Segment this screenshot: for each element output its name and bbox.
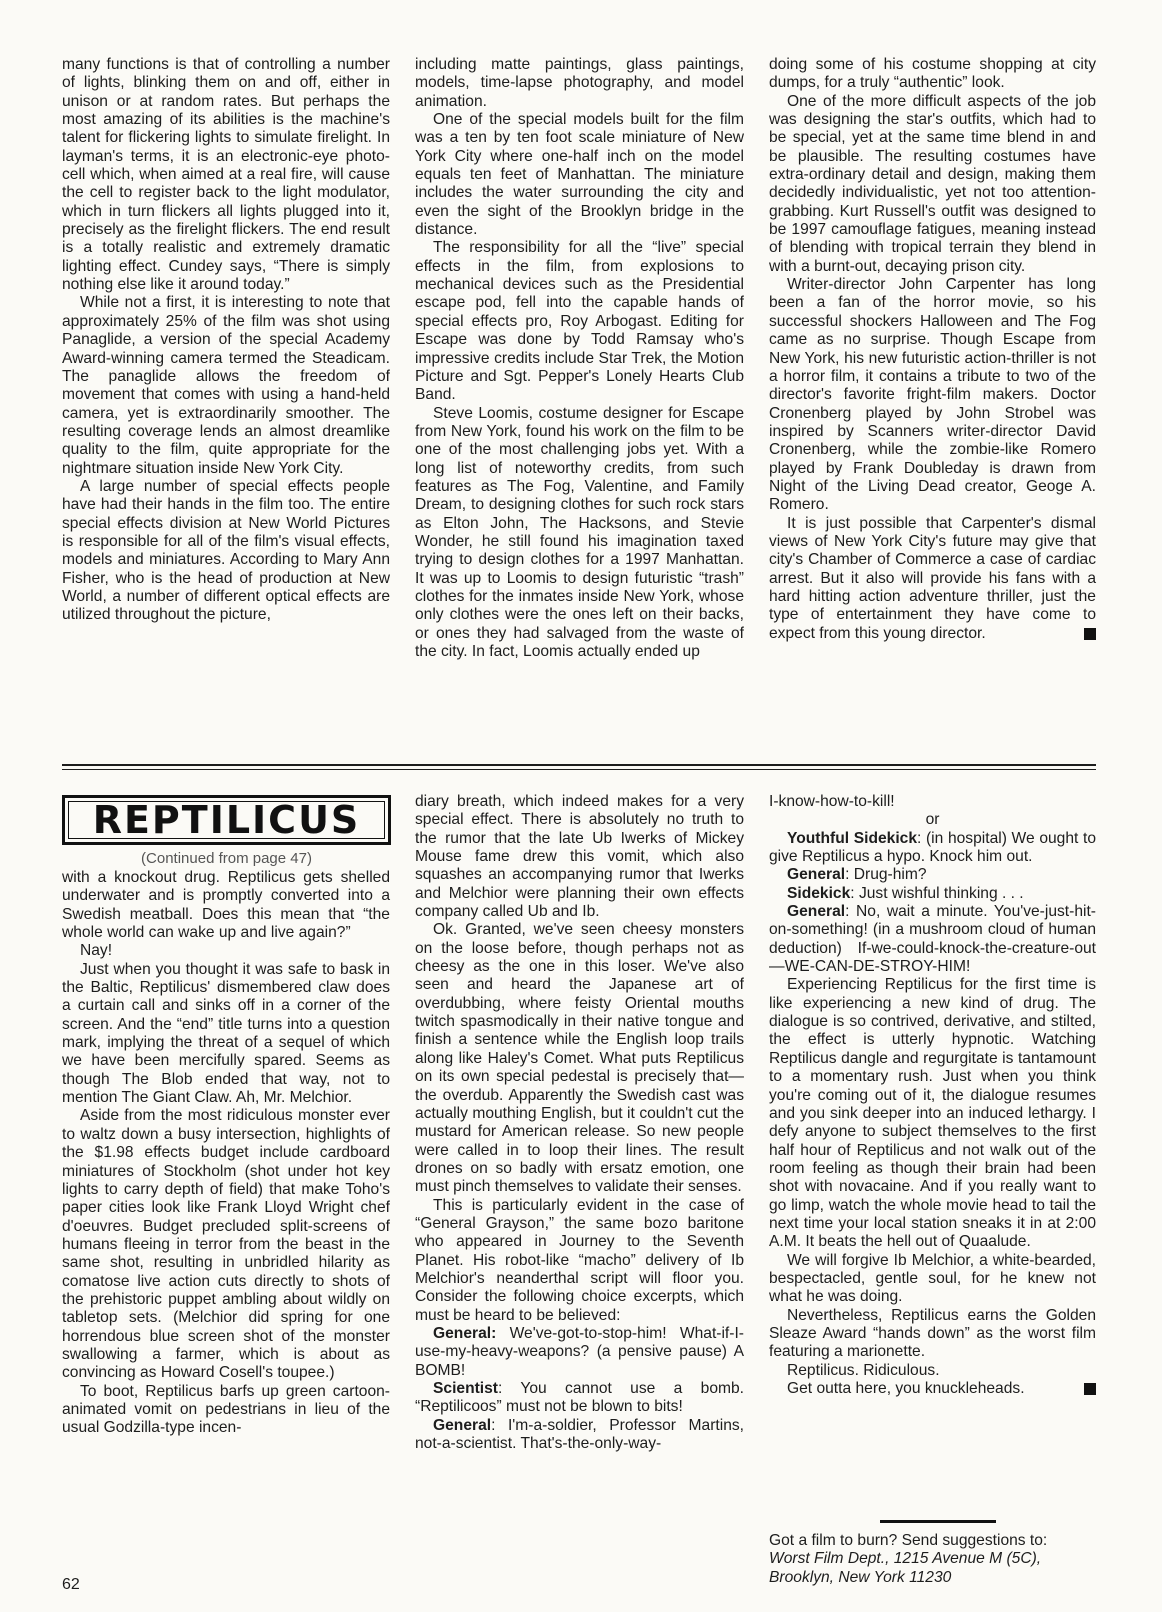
paragraph: To boot, Reptilicus barfs up green cartoon-animated vomit on pedestrians in lieu of the usual Godzilla-type incen- bbox=[62, 1382, 390, 1437]
top-column-2 bbox=[415, 56, 744, 661]
dialog-text: : No, wait a minute. You've-just-hit-on-something! (in a mushroom cloud of human deduction) If-we-could-knock-the-creature-out—WE-CAN-DE-STROY-HIM! bbox=[769, 903, 1096, 976]
paragraph: Nevertheless, Reptilicus earns the Golden Sleaze Award “hands down” as the worst film featuring a marionette. bbox=[769, 1306, 1096, 1361]
speaker: General bbox=[787, 903, 846, 921]
dialog-text: We've-got-to-stop-him! What-if-I-use-my-heavy-weapons? (a pensive pause) A BOMB! bbox=[415, 1324, 744, 1379]
paragraph bbox=[769, 515, 1096, 643]
dialog-text: : Just wishful thinking . . . bbox=[850, 884, 1024, 902]
submission-address: Worst Film Dept., 1215 Avenue M (5C), bbox=[769, 1550, 1042, 1568]
end-mark-icon bbox=[1084, 628, 1096, 640]
submission-address: Brooklyn, New York 11230 bbox=[769, 1568, 952, 1586]
paragraph: While not a first, it is interesting to note that approximately 25% of the film was shot using Panaglide, a version of the special Academy Award-winning camera termed the Steadicam. The panaglide allows the freedom of movement that comes with using a hand-held camera, yet is extraordinarily smoother. The resulting coverage lends an almost dreamlike quality to the film, quite appropriate for the nightmare situation inside New York City. bbox=[62, 294, 390, 477]
speaker: General bbox=[433, 1416, 492, 1434]
paragraph bbox=[769, 1380, 1096, 1398]
dialog-text: : Drug-him? bbox=[845, 866, 927, 884]
dialog-line bbox=[769, 866, 1096, 884]
paragraph: Experiencing Reptilicus for the first time is like experiencing a new kind of drug. The dialogue is so contrived, derivative, and stilted, the effect is utterly hypnotic. Watching Reptilicus dangle and regurgitate is tantamount to a momentary rush. Just when you think you're coming out of it, the dialogue resumes and you sink deeper into an induced lethargy. I defy anyone to subject themselves to the first half hour of Reptilicus and not walk out of the room feeling as though their brain had been shot with novacaine. And if you really want to go limp, watch the whole movie head to tail the next time your local station sneaks it in at 2:00 A.M. It beats the hell out of Quaalude. bbox=[769, 976, 1096, 1251]
paragraph: with a knockout drug. Reptilicus gets shelled underwater and is promptly converted into a Swedish meatball. Does this mean that “the whole world can wake up and live again?” bbox=[62, 869, 390, 942]
paragraph: Reptilicus. Ridiculous. bbox=[787, 1361, 940, 1379]
dialog-text: : You cannot use a bomb. “Reptilicoos” must not be blown to bits! bbox=[415, 1380, 744, 1416]
submission-line: Got a film to burn? Send suggestions to: bbox=[769, 1532, 1048, 1549]
paragraph: The responsibility for all the “live” special effects in the film, from explosions to mechanical devices such as the Presidential escape pod, fell into the capable hands of special effects pro, Roy Arbogast. Editing for Escape was done by Todd Ramsay who's impressive credits include Star Trek, the Motion Picture and Sgt. Pepper's Lonely Hearts Club Band. bbox=[415, 239, 744, 404]
dialog-line bbox=[769, 885, 1096, 903]
article-title: REPTILICUS bbox=[92, 798, 361, 842]
end-mark-icon bbox=[1084, 1383, 1096, 1395]
paragraph-text: It is just possible that Carpenter's dismal views of New York City's future may give that city's Chamber of Commerce a case of cardiac arrest. But it also will provide his fans with a hard hitting action adventure thriller, just the type of entertainment they have come to expect from this young director. bbox=[769, 514, 1096, 642]
paragraph: This is particularly evident in the case of “General Grayson,” the same bozo baritone who appeared in Journey to the Seventh Planet. His robot-like “macho” delivery of Ib Melchior's neanderthal script will floor you. Consider the following choice excerpts, which must be heard to be believed: bbox=[415, 1196, 744, 1324]
section-divider bbox=[62, 764, 1096, 766]
speaker: Scientist bbox=[433, 1380, 498, 1397]
paragraph: Writer-director John Carpenter has long been a fan of the horror movie, so his successful shockers Halloween and The Fog came as no surprise. Though Escape from New York, his new futuristic action-thriller is not a horror film, it contains a tribute to two of the director's favorite fright-film makers. Doctor Cronenberg played by John Strobel was inspired by Scanners writer-director David Cronenberg, while the zombie-like Romero played by Frank Doubleday is drawn from Night of the Living Dead creator, Geoge A. Romero. bbox=[769, 276, 1096, 514]
paragraph: diary breath, which indeed makes for a very special effect. There is absolutely no truth to the rumor that the late Ub Iwerks of Mickey Mouse fame drew this vomit, which also squashes an accompanying rumor that Iwerks and Melchior were planning their own effects company called Ub and Ib. bbox=[415, 793, 744, 921]
dialog-text: : I'm-a-soldier, Professor Martins, not-a-scientist. That's-the-only-way- bbox=[415, 1416, 744, 1453]
speaker: General bbox=[787, 866, 846, 884]
continued-note: (Continued from page 47) bbox=[141, 850, 312, 867]
section-divider-thin bbox=[62, 769, 1096, 770]
dialog-continuation: I-know-how-to-kill! bbox=[769, 793, 895, 810]
page-number: 62 bbox=[62, 1576, 80, 1593]
dialog-text: : (in hospital) We ought to give Reptilicus a hypo. Knock him out. bbox=[769, 829, 1096, 866]
paragraph: including matte paintings, glass paintings, models, time-lapse photography, and model animation. bbox=[415, 56, 744, 110]
speaker: General: bbox=[433, 1324, 497, 1342]
reptilicus-column-3 bbox=[769, 793, 1096, 1398]
paragraph: One of the special models built for the film was a ten by ten foot scale miniature of New York City where one-half inch on the model equals ten feet of Manhattan. The miniature includes the water surrounding the city and even the sight of the Brooklyn bridge in the distance. bbox=[415, 111, 744, 239]
dialog-line bbox=[415, 1325, 744, 1380]
submission-note bbox=[769, 1532, 1096, 1587]
paragraph: doing some of his costume shopping at city dumps, for a truly “authentic” look. bbox=[769, 56, 1096, 92]
or-separator: or bbox=[925, 811, 940, 829]
dialog-line bbox=[415, 1417, 744, 1454]
paragraph: We will forgive Ib Melchior, a white-bearded, bespectacled, gentle soul, for he knew not what he was doing. bbox=[769, 1251, 1096, 1306]
paragraph: Ok. Granted, we've seen cheesy monsters on the loose before, though perhaps not as cheesy as the one in this loser. We've also seen and heard the Japanese art of overdubbing, where feisty Oriental mouths twitch spasmodically in their native tongue and finish a sentence while the English loop trails along like Haley's Comet. What puts Reptilicus on its own special pedestal is precisely that—the overdub. Apparently the Swedish cast was actually mouthing English, but it couldn't cut the mustard for American release. So new people were called in to loop their lines. The result drones on so badly with ersatz emotion, one must pinch themselves to validate their senses. bbox=[415, 921, 744, 1196]
paragraph: Steve Loomis, costume designer for Escape from New York, found his work on the film to be one of the most challenging jobs yet. With a long list of noteworthy credits, from such features as The Fog, Valentine, and Family Dream, to designing clothes for such rock stars as Elton John, The Hacksons, and Stevie Wonder, he still found his imagination taxed trying to design clothes for a 1997 Manhattan. It was up to Loomis to design futuristic “trash” clothes for the inmates inside New York, whose only clothes were the ones left on their backs, or ones they had salvaged from the waste of the city. In fact, Loomis actually ended up bbox=[415, 404, 744, 660]
speaker: Youthful Sidekick bbox=[787, 829, 917, 847]
paragraph: Just when you thought it was safe to bask in the Baltic, Reptilicus' dismembered claw does a curtain call and sinks off in a corner of the screen. And the “end” title turns into a question mark, implying the threat of a sequel of which we have been mercifully spared. Seems as though The Blob ended that way, not to mention The Giant Claw. Ah, Mr. Melchior. bbox=[62, 960, 390, 1107]
dialog-line bbox=[769, 903, 1096, 976]
reptilicus-column-1 bbox=[62, 869, 390, 1438]
paragraph: One of the more difficult aspects of the job was designing the star's outfits, which had to be special, yet at the same time blend in and be plausible. The resulting costumes have extra-ordinary detail and design, making them decidedly individualistic, yet not too attention-grabbing. Kurt Russell's outfit was designed to be 1997 camouflage fatigues, meaning instead of blending with tropical terrain they blend in with a burnt-out, decaying prison city. bbox=[769, 92, 1096, 275]
paragraph-text: Get outta here, you knuckleheads. bbox=[787, 1380, 1025, 1397]
paragraph: A large number of special effects people have had their hands in the film too. The entire special effects division at New World Pictures is responsible for all of the film's visual effects, models and miniatures. According to Mary Ann Fisher, who is the head of production at New World, a number of different optical effects are utilized throughout the picture, bbox=[62, 477, 390, 624]
signature-underline bbox=[880, 1520, 996, 1523]
paragraph: many functions is that of controlling a number of lights, blinking them on and off, either in unison or at random rates. But perhaps the most amazing of its abilities is the machine's talent for flickering lights to simulate firelight. In layman's terms, it is an electronic-eye photo-cell which, when aimed at a real fire, will cause the cell to register back to the light modulator, which in turn flickers all lights plugged into it, precisely as the firelight flickers. The end result is a totally realistic and extremely dramatic lighting effect. Cundey says, “There is simply nothing else like it around today.” bbox=[62, 56, 390, 294]
paragraph: Aside from the most ridiculous monster ever to waltz down a busy intersection, highlights of the $1.98 effects budget include cardboard miniatures of Stockholm (shot under hot key lights to carry depth of field) that make Toho's paper cities look like Frank Lloyd Wright chef d'oeuvres. Budget precluded split-screens of humans fleeing in terror from the beast in the same shot, resulting in unbridled hilarity as comatose live action cuts directly to shots of the prehistoric puppet ambling about wildly on tabletop sets. (Melchior did spring for one horrendous blue screen shot of the monster swallowing a farmer, which is about as convincing as Howard Cosell's toupee.) bbox=[62, 1107, 390, 1382]
dialog-line bbox=[769, 830, 1096, 867]
paragraph: Nay! bbox=[80, 942, 113, 960]
dialog-line bbox=[415, 1380, 744, 1417]
speaker: Sidekick bbox=[787, 884, 851, 902]
reptilicus-column-2 bbox=[415, 793, 744, 1453]
top-column-3 bbox=[769, 56, 1096, 643]
reptilicus-title-box bbox=[62, 795, 391, 845]
top-column-1 bbox=[62, 56, 390, 625]
